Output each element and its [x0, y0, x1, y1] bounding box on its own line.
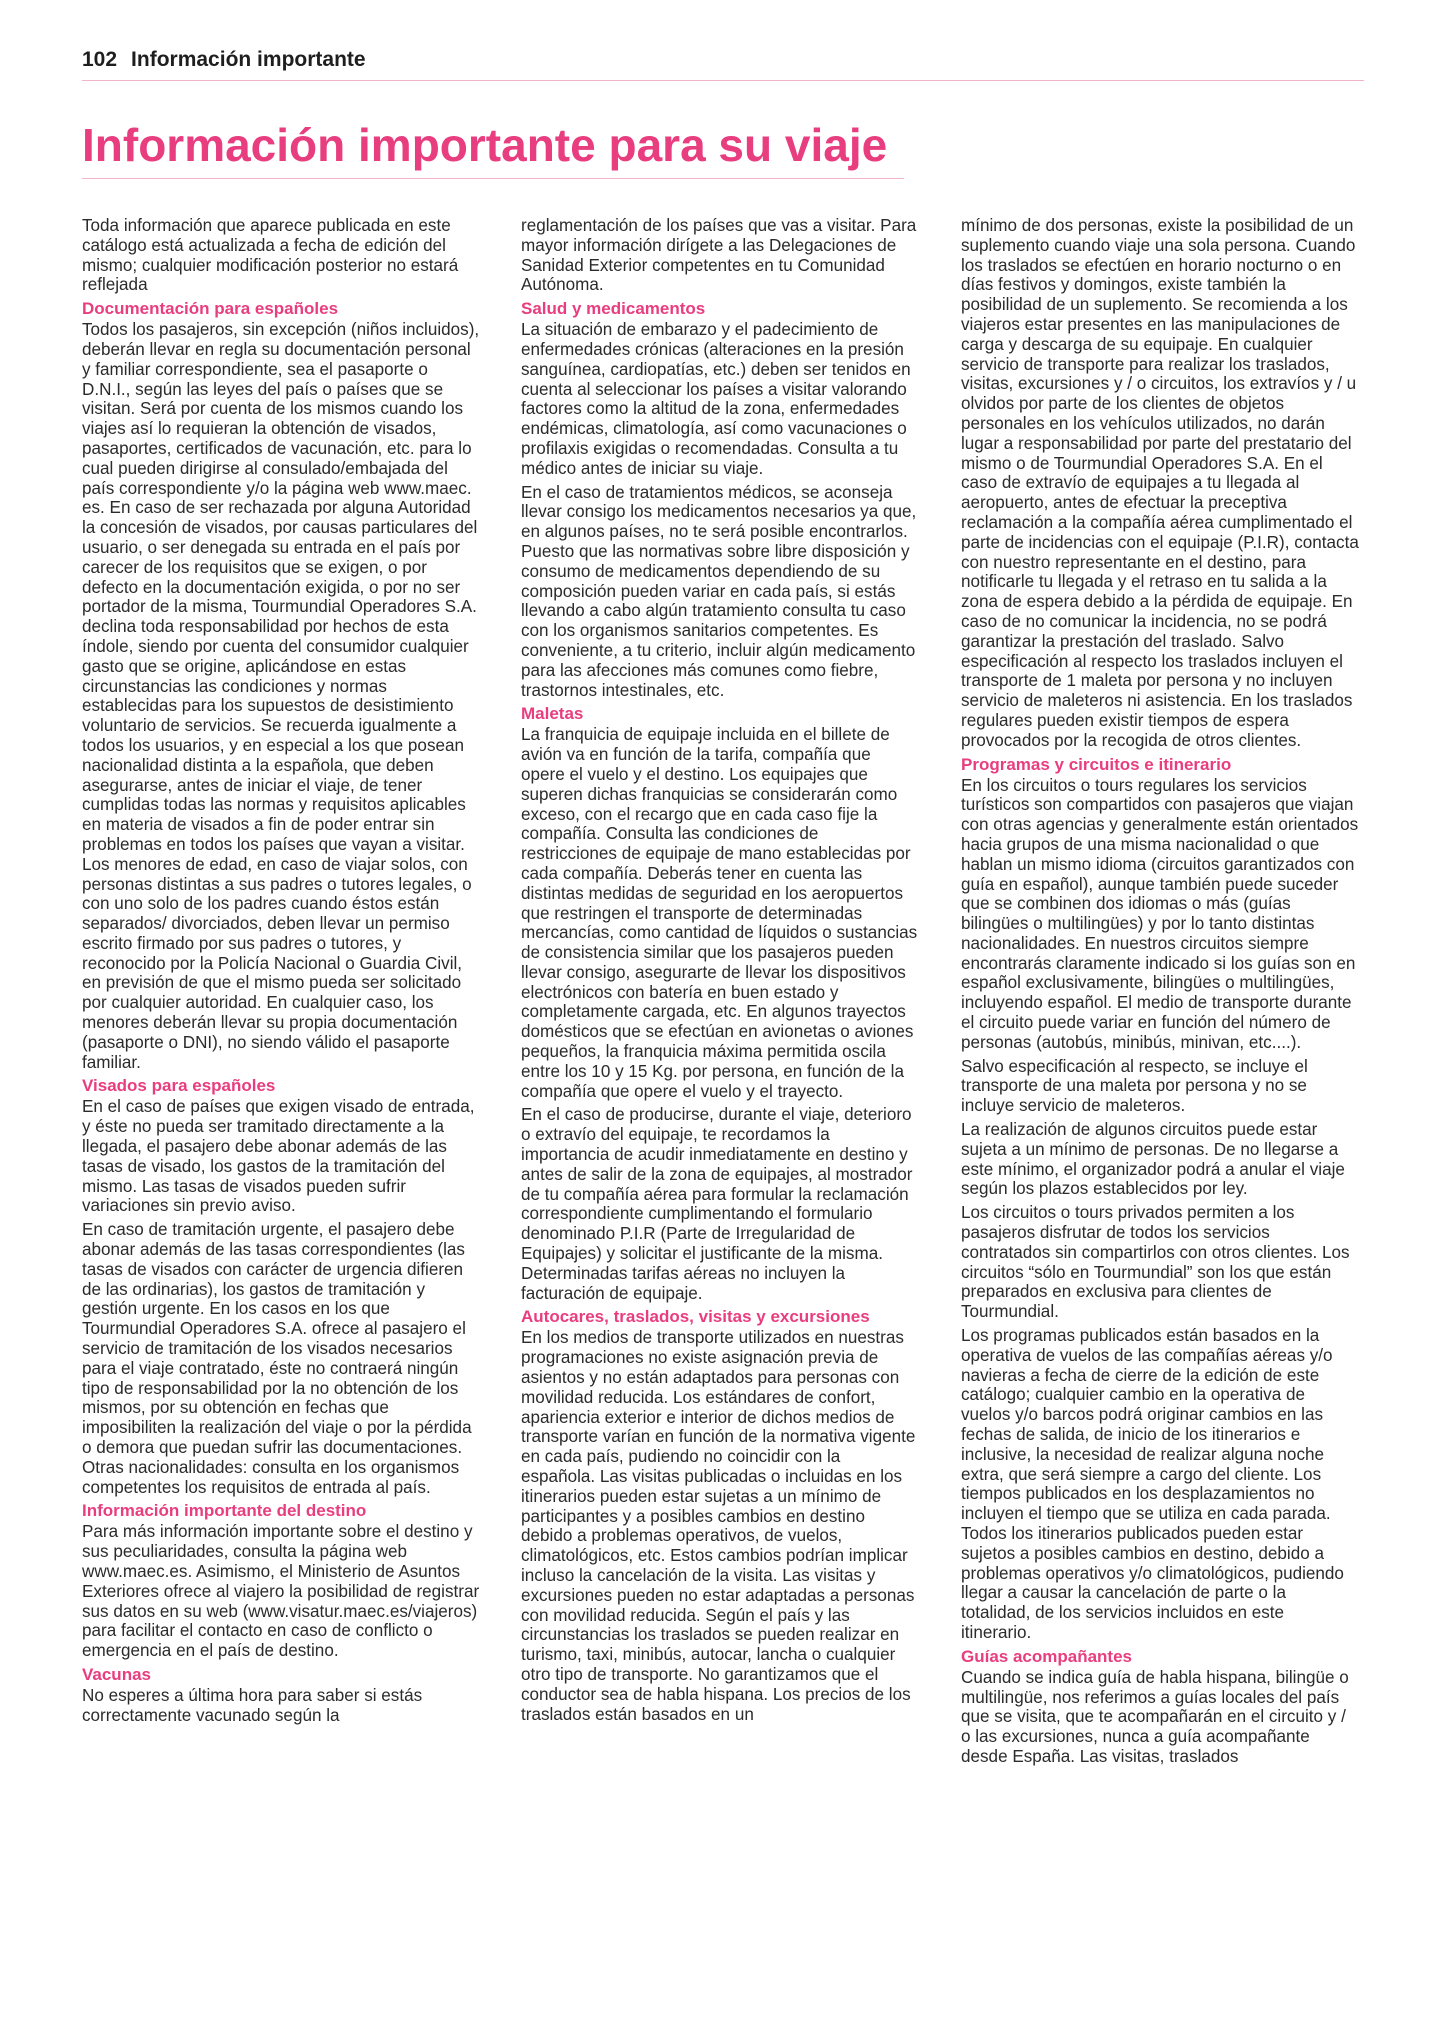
body-paragraph: La realización de algunos circuitos puede estar sujeta a un mínimo de personas. De no llegarse a este mínimo, el organizador podrá a anular el viaje según los plazos establecidos por ley.	[961, 1120, 1345, 1199]
body-paragraph: Todos los pasajeros, sin excepción (niños incluidos), deberán llevar en regla su documentación personal y familiar correspondiente, sea el pasaporte o D.N.I., según las leyes del país o países que se visitan. Será por cuenta de los mismos cuando los viajes así lo requieran la obtención de visados, pasaportes, certificados de vacunación, etc. para lo cual pueden dirigirse al consulado/embajada del país correspondiente y/o la página web www.maec. es. En caso de ser rechazada por alguna Autoridad la concesión de visados, por causas particulares del usuario, o ser denegada su entrada en el país por carecer de los requisitos que se exigen, o por defecto en la documentación exigida, o por no ser portador de la misma, Tourmundial Operadores S.A. declina toda responsabilidad por hechos de esta índole, siendo por cuenta del consumidor cualquier gasto que se origine, aplicándose en estas circunstancias las condiciones y normas establecidas para los supuestos de desistimiento voluntario de servicios. Se recuerda igualmente a todos los usuarios, y en especial a los que posean nacionalidad distinta a la española, que deben asegurarse, antes de iniciar el viaje, de tener cumplidas todas las normas y requisitos aplicables en materia de visados a fin de poder entrar sin problemas en todos los países que vayan a visitar. Los menores de edad, en caso de viajar solos, con personas distintas a sus padres o tutores legales, o con uno solo de los padres cuando éstos están separados/ divorciados, deben llevar un permiso escrito firmado por sus padres o tutores, y reconocido por la Policía Nacional o Guardia Civil, en previsión de que el mismo pueda ser solicitado por cualquier autoridad. En cualquier caso, los menores deberán llevar su propia documentación (pasaporte o DNI), no siendo válido el pasaporte familiar.	[82, 320, 480, 1072]
section-heading: Visados para españoles	[82, 1076, 276, 1096]
section-heading: Vacunas	[82, 1664, 151, 1684]
body-paragraph: En el caso de producirse, durante el viaje, deterioro o extravío del equipaje, te recordamos la importancia de acudir inmediatamente en destino y antes de salir de la zona de equipajes, al mostrador de tu compañía aérea para formular la reclamación correspondiente cumplimentando el formulario denominado P.I.R (Parte de Irregularidad de Equipajes) y solicitar el justificante de la misma. Determinadas tarifas aéreas no incluyen la facturación de equipaje.	[521, 1105, 913, 1303]
body-paragraph: Para más información importante sobre el destino y sus peculiaridades, consulta la página web www.maec.es. Asimismo, el Ministerio de Asuntos Exteriores ofrece al viajero la posibilidad de registrar sus datos en su web (www.visatur.maec.es/viajeros) para facilitar el contacto en caso de conflicto o emergencia en el país de destino.	[82, 1522, 480, 1661]
section-title: Información importante	[131, 48, 366, 71]
page-number: 102	[82, 48, 118, 71]
body-paragraph: Salvo especificación al respecto, se incluye el transporte de una maleta por persona y no se incluye servicio de maleteros.	[961, 1056, 1308, 1116]
body-paragraph: La franquicia de equipaje incluida en el billete de avión va en función de la tarifa, compañía que opere el vuelo y el destino. Los equipajes que superen dichas franquicias se considerarán como exceso, con el recargo que en cada caso fije la compañía. Consulta las condiciones de restricciones de equipaje de mano establecidas por cada compañía. Deberás tener en cuenta las distintas medidas de seguridad en los aeropuertos que restringen el transporte de determinadas mercancías, como cantidad de líquidos o sustancias de consistencia similar que los pasajeros pueden llevar consigo, asegurarte de llevar los dispositivos electrónicos con batería en buen estado y completamente cargada, etc. En algunos trayectos domésticos que se efectúan en avionetas o aviones pequeños, la franquicia máxima permitida oscila entre los 10 y 15 Kg. por persona, en función de la compañía que opere el vuelo y el trayecto.	[521, 725, 918, 1101]
body-paragraph: Los programas publicados están basados en la operativa de vuelos de las compañías aéreas y/o navieras a fecha de cierre de la edición de este catálogo; cualquier cambio en la operativa de vuelos y/o barcos podrá originar cambios en las fechas de salida, de inicio de los itinerarios e inclusive, la necesidad de realizar alguna noche extra, que será siempre a cargo del cliente. Los tiempos publicados en los desplazamientos no incluyen el tiempo que se utiliza en cada parada. Todos los itinerarios publicados pueden estar sujetos a posibles cambios en destino, debido a problemas operativos y/o climatológicos, pudiendo llegar a causar la cancelación de parte o la totalidad, de los servicios incluidos en este itinerario.	[961, 1326, 1344, 1642]
body-paragraph: Toda información que aparece publicada en este catálogo está actualizada a fecha de edición del mismo; cualquier modificación posterior no estará reflejada	[82, 216, 459, 295]
body-paragraph: En caso de tramitación urgente, el pasajero debe abonar además de las tasas correspondientes (las tasas de visados con carácter de urgencia difieren de las ordinarias), los gastos de tramitación y gestión urgente. En los casos en los que Tourmundial Operadores S.A. ofrece al pasajero el servicio de tramitación de los visados necesarios para el viaje contratado, éste no contraerá ningún tipo de responsabilidad por la no obtención de los mismos, por su obtención en fechas que imposibiliten la realización del viaje o por la pérdida o demora que puedan sufrir las documentaciones. Otras nacionalidades: consulta en los organismos competentes los requisitos de entrada al país.	[82, 1220, 472, 1497]
section-heading: Documentación para españoles	[82, 299, 339, 319]
text-column-2	[521, 216, 919, 1728]
body-paragraph: Cuando se indica guía de habla hispana, bilingüe o multilingüe, nos referimos a guías locales del país que se visita, que te acompañarán en el circuito y / o las excursiones, nunca a guía acompañante desde España. Las visitas, traslados	[961, 1667, 1349, 1766]
section-heading: Información importante del destino	[82, 1501, 367, 1521]
body-paragraph: La situación de embarazo y el padecimiento de enfermedades crónicas (alteraciones en la presión sanguínea, cardiopatías, etc.) deben ser tenidos en cuenta al seleccionar los países a visitar valorando factores como la altitud de la zona, enfermedades endémicas, climatología, así como vacunaciones o profilaxis exigidas o recomendadas. Consulta a tu médico antes de iniciar su viaje.	[521, 320, 911, 478]
body-paragraph: reglamentación de los países que vas a visitar. Para mayor información dirígete a las Delegaciones de Sanidad Exterior competentes en tu Comunidad Autónoma.	[521, 216, 917, 295]
section-heading: Autocares, traslados, visitas y excursiones	[521, 1307, 870, 1327]
page-title: Información importante para su viaje	[82, 118, 904, 179]
text-column-1	[82, 216, 480, 1730]
text-column-3	[961, 216, 1359, 1771]
body-paragraph: En los medios de transporte utilizados en nuestras programaciones no existe asignación previa de asientos y no están adaptados para personas con movilidad reducida. Los estándares de confort, apariencia exterior e interior de dichos medios de transporte varían en función de la normativa vigente en cada país, pudiendo no coincidir con la española. Las visitas publicadas o incluidas en los itinerarios pueden estar sujetas a un mínimo de participantes y a posibles cambios en destino debido a problemas operativos, de vuelos, climatológicos, etc. Estos cambios podrían implicar incluso la cancelación de la visita. Las visitas y excursiones pueden no estar adaptadas a personas con movilidad reducida. Según el país y las circunstancias los traslados se pueden realizar en turismo, taxi, minibús, autocar, lancha o cualquier otro tipo de transporte. No garantizamos que el conductor sea de habla hispana. Los precios de los traslados están basados en un	[521, 1328, 916, 1724]
body-paragraph: mínimo de dos personas, existe la posibilidad de un suplemento cuando viaje una sola persona. Cuando los traslados se efectúen en horario nocturno o en días festivos y domingos, existe también la posibilidad de un suplemento. Se recomienda a los viajeros estar presentes en las manipulaciones de carga y descarga de su equipaje. En cualquier servicio de transporte para realizar los traslados, visitas, excursiones y / o circuitos, los extravíos y / u olvidos por parte de los clientes de objetos personales en los vehículos utilizados, no darán lugar a responsabilidad por parte del prestatario del mismo o de Tourmundial Operadores S.A. En el caso de extravío de equipajes a tu llegada al aeropuerto, antes de efectuar la preceptiva reclamación a la compañía aérea cumplimentado el parte de incidencias con el equipaje (P.I.R), contacta con nuestro representante en el destino, para notificarle tu llegada y el retraso en tu salida a la zona de espera debido a la pérdida de equipaje. En caso de no comunicar la incidencia, no se podrá garantizar la prestación del traslado. Salvo especificación al respecto los traslados incluyen el transporte de 1 maleta por persona y no incluyen servicio de maleteros ni asistencia. En los traslados regulares pueden existir tiempos de espera provocados por la recogida de otros clientes.	[961, 216, 1359, 750]
section-heading: Maletas	[521, 704, 584, 724]
body-paragraph: No esperes a última hora para saber si estás correctamente vacunado según la	[82, 1685, 423, 1725]
section-heading: Guías acompañantes	[961, 1646, 1133, 1666]
body-paragraph: En el caso de países que exigen visado de entrada, y éste no pueda ser tramitado directamente a la llegada, el pasajero debe abonar además de las tasas de visado, los gastos de la tramitación del mismo. Las tasas de visados pueden sufrir variaciones sin previo aviso.	[82, 1097, 475, 1216]
section-heading: Salud y medicamentos	[521, 299, 706, 319]
body-paragraph: En los circuitos o tours regulares los servicios turísticos son compartidos con pasajeros que viajan con otras agencias y generalmente están orientados hacia grupos de una misma nacionalidad o que hablan un mismo idioma (circuitos garantizados con guía en español), aunque también puede suceder que se combinen dos idiomas o más (guías bilingües o multilingües) y por lo tanto distintas nacionalidades. En nuestros circuitos siempre encontrarás claramente indicado si los guías son en español exclusivamente, bilingües o multilingües, incluyendo español. El medio de transporte durante el circuito puede variar en función del número de personas (autobús, minibús, minivan, etc....).	[961, 775, 1359, 1052]
body-paragraph: Los circuitos o tours privados permiten a los pasajeros disfrutar de todos los servicios contratados sin compartirlos con otros clientes. Los circuitos “sólo en Tourmundial” son los que están preparados en exclusiva para clientes de Tourmundial.	[961, 1203, 1350, 1322]
body-paragraph: En el caso de tratamientos médicos, se aconseja llevar consigo los medicamentos necesarios ya que, en algunos países, no te será posible encontrarlos. Puesto que las normativas sobre libre disposición y consumo de medicamentos dependiendo de su composición pueden variar en cada país, si estás llevando a cabo algún tratamiento consulta tu caso con los organismos sanitarios competentes. Es conveniente, a tu criterio, incluir algún medicamento para las afecciones más comunes como fiebre, trastornos intestinales, etc.	[521, 482, 917, 700]
section-heading: Programas y circuitos e itinerario	[961, 754, 1232, 774]
running-header	[82, 48, 1364, 81]
